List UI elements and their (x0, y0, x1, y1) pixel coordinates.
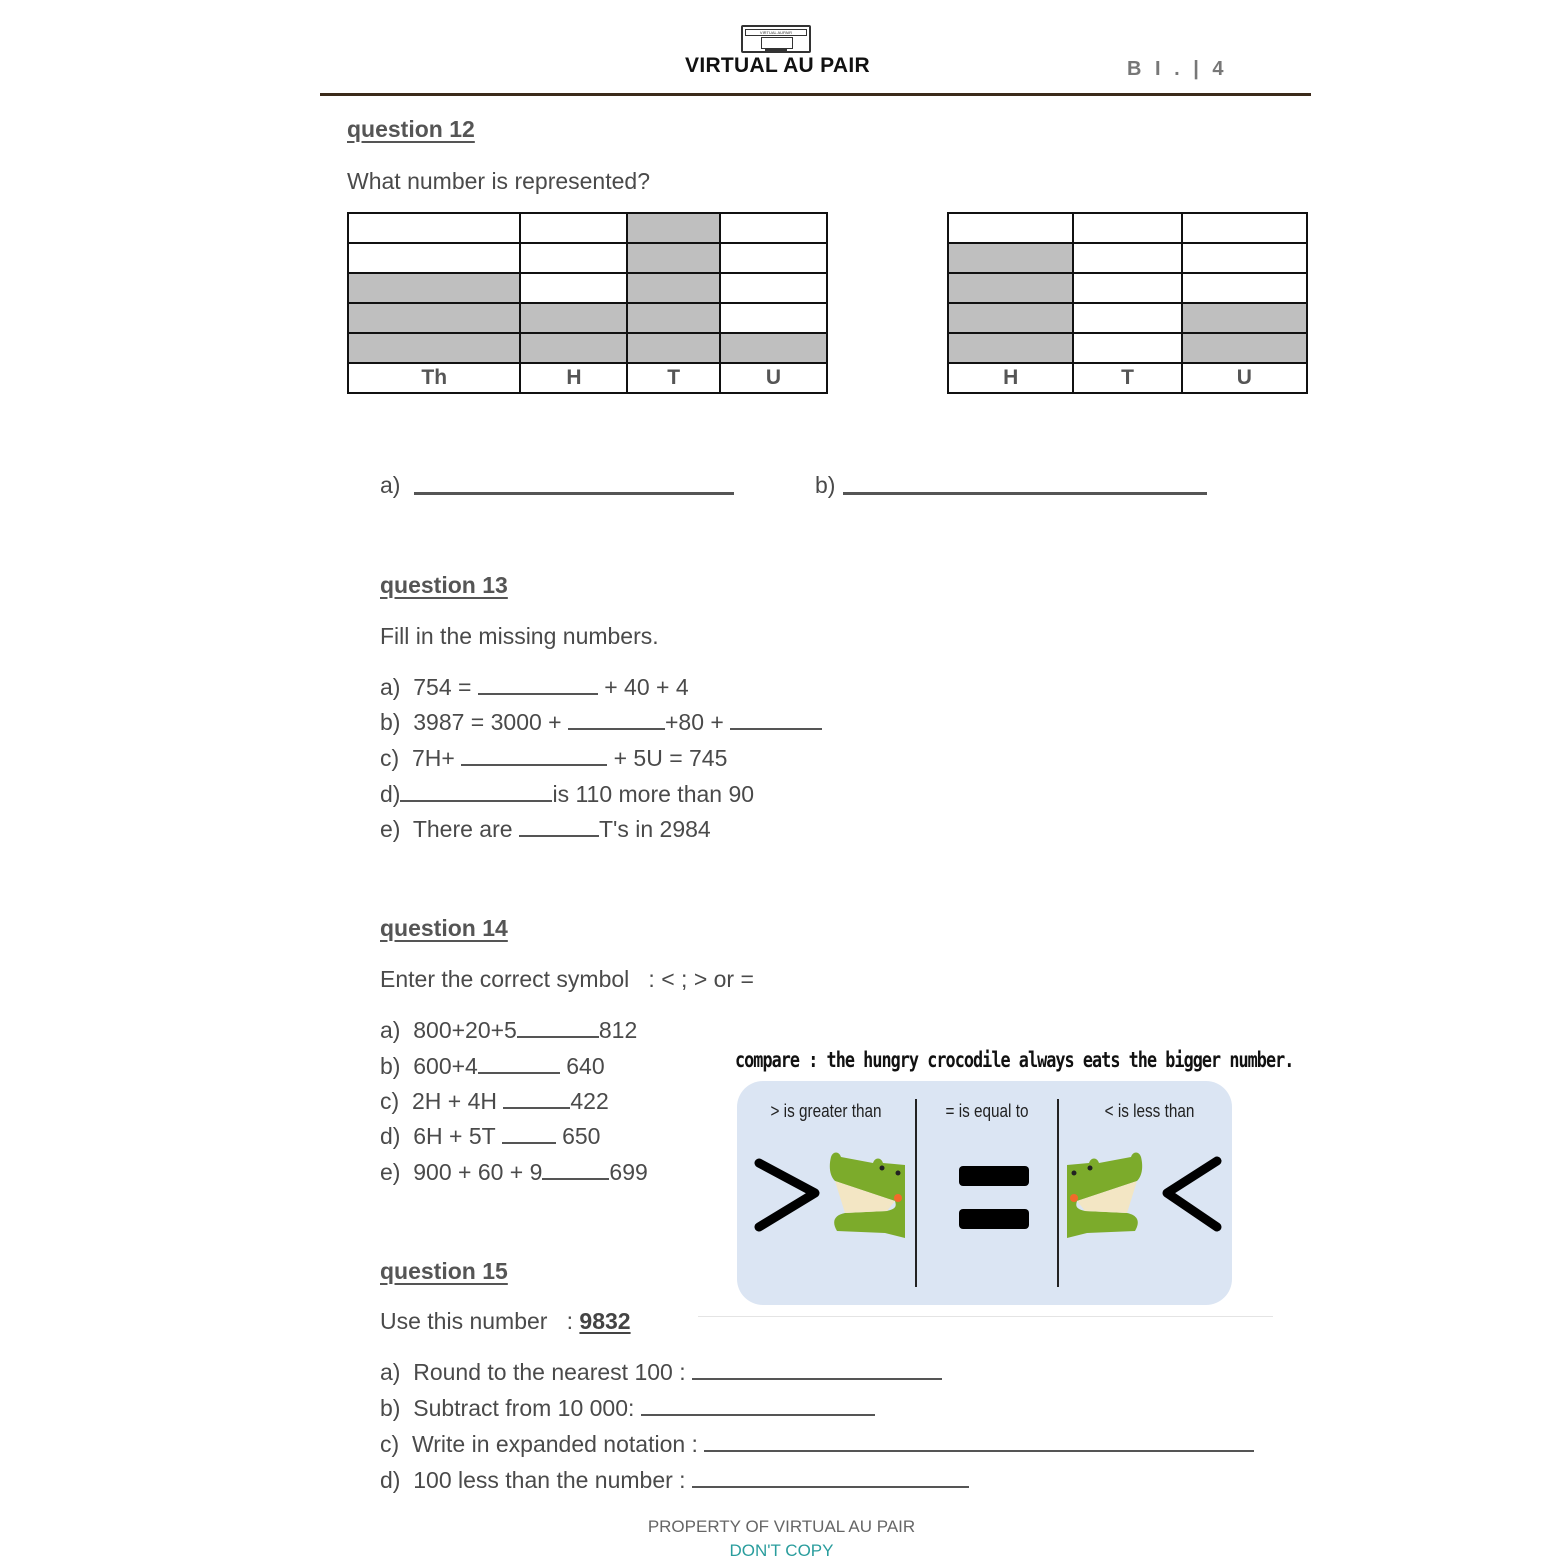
symbol-blank[interactable] (478, 1052, 560, 1074)
item-mid: + 40 + 4 (604, 674, 689, 700)
q14-item-d (380, 1122, 600, 1150)
question-15-prompt (380, 1308, 631, 1335)
pv-cell-shaded (1182, 303, 1307, 333)
pv-column-label: T (1073, 363, 1181, 393)
item-label: c) (380, 1088, 400, 1114)
pv-cell-shaded (720, 333, 827, 363)
item-label: d) (380, 1123, 401, 1149)
pv-cell-empty (1182, 273, 1307, 303)
item-text: Subtract from 10 000: (413, 1395, 635, 1421)
pv-cell-shaded (1182, 333, 1307, 363)
pv-cell-empty (1073, 243, 1181, 273)
pv-cell-shaded (627, 243, 719, 273)
answer-blank[interactable] (478, 673, 598, 695)
pv-cell-empty (1073, 273, 1181, 303)
pv-column-label: T (627, 363, 719, 393)
pv-cell-shaded (348, 273, 520, 303)
less-than-icon (1167, 1161, 1217, 1227)
pv-cell-shaded (948, 243, 1073, 273)
pv-cell-shaded (520, 333, 627, 363)
compare-title: compare : the hungry crocodile always eats the bigger number. (735, 1048, 1294, 1072)
symbol-blank[interactable] (542, 1158, 609, 1180)
pv-cell-empty (348, 213, 520, 243)
pv-cell-shaded (627, 273, 719, 303)
pv-cell-empty (520, 213, 627, 243)
pv-cell-shaded (948, 333, 1073, 363)
answer-blank[interactable] (400, 780, 552, 802)
pv-cell-empty (348, 243, 520, 273)
item-text: Write in expanded notation : (411, 1431, 698, 1457)
question-13-title: question 13 (380, 572, 508, 598)
faint-divider (698, 1316, 1273, 1317)
answer-blank[interactable] (641, 1394, 875, 1416)
pv-column-label: Th (348, 363, 520, 393)
pv-cell-shaded (348, 303, 520, 333)
item-label: a) (380, 674, 401, 700)
pv-row (948, 213, 1307, 243)
item-left: 900 + 60 + 9 (413, 1159, 543, 1185)
answer-blank[interactable] (704, 1430, 1254, 1452)
item-label: e) (380, 816, 401, 842)
item-text: Round to the nearest 100 : (413, 1359, 686, 1385)
item-right: 640 (566, 1053, 605, 1079)
pv-cell-empty (1182, 213, 1307, 243)
answer-blank[interactable] (461, 744, 607, 766)
pv-cell-empty (1182, 243, 1307, 273)
pv-cell-shaded (627, 333, 719, 363)
q13-item-e (380, 815, 711, 843)
pv-cell-shaded (948, 303, 1073, 333)
pv-row (348, 243, 827, 273)
compare-symbols (737, 1081, 1232, 1305)
less-than-label: < is less than (1104, 1101, 1195, 1121)
pv-cell-empty (720, 243, 827, 273)
pv-cell-empty (520, 273, 627, 303)
question-15-title: question 15 (380, 1258, 508, 1284)
symbol-blank[interactable] (503, 1087, 570, 1109)
item-right: 699 (609, 1159, 648, 1185)
answer-blank[interactable] (568, 708, 665, 730)
question-12-title: question 12 (347, 116, 475, 142)
pv-column-label: U (1182, 363, 1307, 393)
pv-row (348, 273, 827, 303)
pv-cell-empty (720, 273, 827, 303)
pv-cell-shaded (948, 273, 1073, 303)
item-label: c) (380, 1431, 400, 1457)
pv-column-label: H (520, 363, 627, 393)
answer-a-label: a) (380, 472, 401, 498)
q13-item-a (380, 673, 689, 701)
header-divider (320, 93, 1311, 96)
q14-item-e (380, 1158, 648, 1186)
pv-row (948, 333, 1307, 363)
q15-item-a (380, 1358, 942, 1386)
item-left: 2H + 4H (411, 1088, 497, 1114)
item-right: 422 (570, 1088, 609, 1114)
item-left: 6H + 5T (413, 1123, 496, 1149)
item-before: There are (412, 816, 513, 842)
pv-row (948, 303, 1307, 333)
q14-item-c (380, 1087, 609, 1115)
item-before: 754 = (413, 674, 472, 700)
item-label: a) (380, 1359, 401, 1385)
pv-cell-empty (1073, 303, 1181, 333)
item-right: 812 (598, 1017, 638, 1043)
pv-cell-empty (1073, 213, 1181, 243)
answer-b-label: b) (815, 472, 836, 498)
item-mid: + 5U = 745 (613, 745, 728, 771)
equal-to-label: = is equal to (945, 1101, 1029, 1121)
item-before: 3987 = 3000 + (413, 709, 562, 735)
logo (741, 25, 811, 53)
item-mid: T's in 2984 (598, 816, 711, 842)
question-14-title: question 14 (380, 915, 508, 941)
pv-column-label: H (948, 363, 1073, 393)
q14-item-b (380, 1052, 605, 1080)
place-value-table-b (947, 212, 1308, 394)
item-label: b) (380, 1395, 401, 1421)
q13-item-d (380, 780, 754, 808)
answer-blank[interactable] (692, 1358, 942, 1380)
pv-header-row (348, 363, 827, 393)
pv-cell-empty (720, 213, 827, 243)
footer-property: PROPERTY OF VIRTUAL AU PAIR (647, 1517, 916, 1536)
pv-row (948, 243, 1307, 273)
compare-graphic (737, 1081, 1232, 1305)
q14-item-a (380, 1016, 637, 1044)
item-label: e) (380, 1159, 401, 1185)
item-text: 100 less than the number : (413, 1467, 686, 1493)
logo-text: VIRTUAL AUPAIR (745, 29, 807, 36)
symbol-blank[interactable] (502, 1122, 556, 1144)
item-left: 800+20+5 (413, 1017, 517, 1043)
pv-row (348, 213, 827, 243)
answer-blank[interactable] (692, 1466, 969, 1488)
symbol-blank[interactable] (517, 1016, 599, 1038)
question-13-prompt: Fill in the missing numbers. (380, 623, 659, 649)
pv-cell-empty (1073, 333, 1181, 363)
monitor-icon (761, 37, 793, 49)
page-number: B I . | 4 (1127, 58, 1228, 80)
item-label: d) (380, 781, 401, 807)
q15-item-c (380, 1430, 1254, 1458)
item-left: 600+4 (413, 1053, 478, 1079)
pv-row (348, 333, 827, 363)
crocodile-icon (830, 1153, 905, 1239)
pv-row (348, 303, 827, 333)
pv-cell-shaded (627, 213, 719, 243)
q15-item-b (380, 1394, 875, 1422)
pv-cell-empty (948, 213, 1073, 243)
item-label: a) (380, 1017, 401, 1043)
pv-cell-shaded (348, 333, 520, 363)
answer-blank[interactable] (730, 708, 822, 730)
q13-item-b (380, 708, 822, 736)
given-number: 9832 (579, 1308, 631, 1334)
place-value-table-a (347, 212, 828, 394)
greater-than-label: > is greater than (770, 1101, 882, 1121)
q15-item-d (380, 1466, 969, 1494)
item-label: b) (380, 1053, 401, 1079)
question-14-prompt: Enter the correct symbol : < ; > or = (380, 966, 754, 992)
pv-row (948, 273, 1307, 303)
crocodile-icon (1067, 1153, 1142, 1239)
question-12-prompt: What number is represented? (347, 168, 650, 194)
prompt-text: Use this number : (380, 1308, 574, 1334)
q13-item-c (380, 744, 727, 772)
item-label: c) (380, 745, 400, 771)
pv-column-label: U (720, 363, 827, 393)
pv-cell-shaded (520, 303, 627, 333)
item-mid: is 110 more than 90 (552, 781, 755, 807)
footer-dont-copy: DON'T COPY (729, 1541, 834, 1560)
brand-name: VIRTUAL AU PAIR (685, 54, 870, 77)
pv-cell-empty (520, 243, 627, 273)
item-before: 7H+ (411, 745, 455, 771)
answer-a-blank[interactable] (414, 492, 734, 495)
answer-blank[interactable] (519, 815, 599, 837)
item-mid: +80 + (665, 709, 724, 735)
greater-than-icon (759, 1163, 815, 1227)
answer-b-blank[interactable] (843, 492, 1207, 495)
item-right: 650 (562, 1123, 601, 1149)
pv-cell-empty (720, 303, 827, 333)
pv-header-row (948, 363, 1307, 393)
item-label: d) (380, 1467, 401, 1493)
monitor-stand-icon (765, 49, 787, 51)
item-label: b) (380, 709, 401, 735)
pv-cell-shaded (627, 303, 719, 333)
equals-icon (959, 1166, 1029, 1186)
